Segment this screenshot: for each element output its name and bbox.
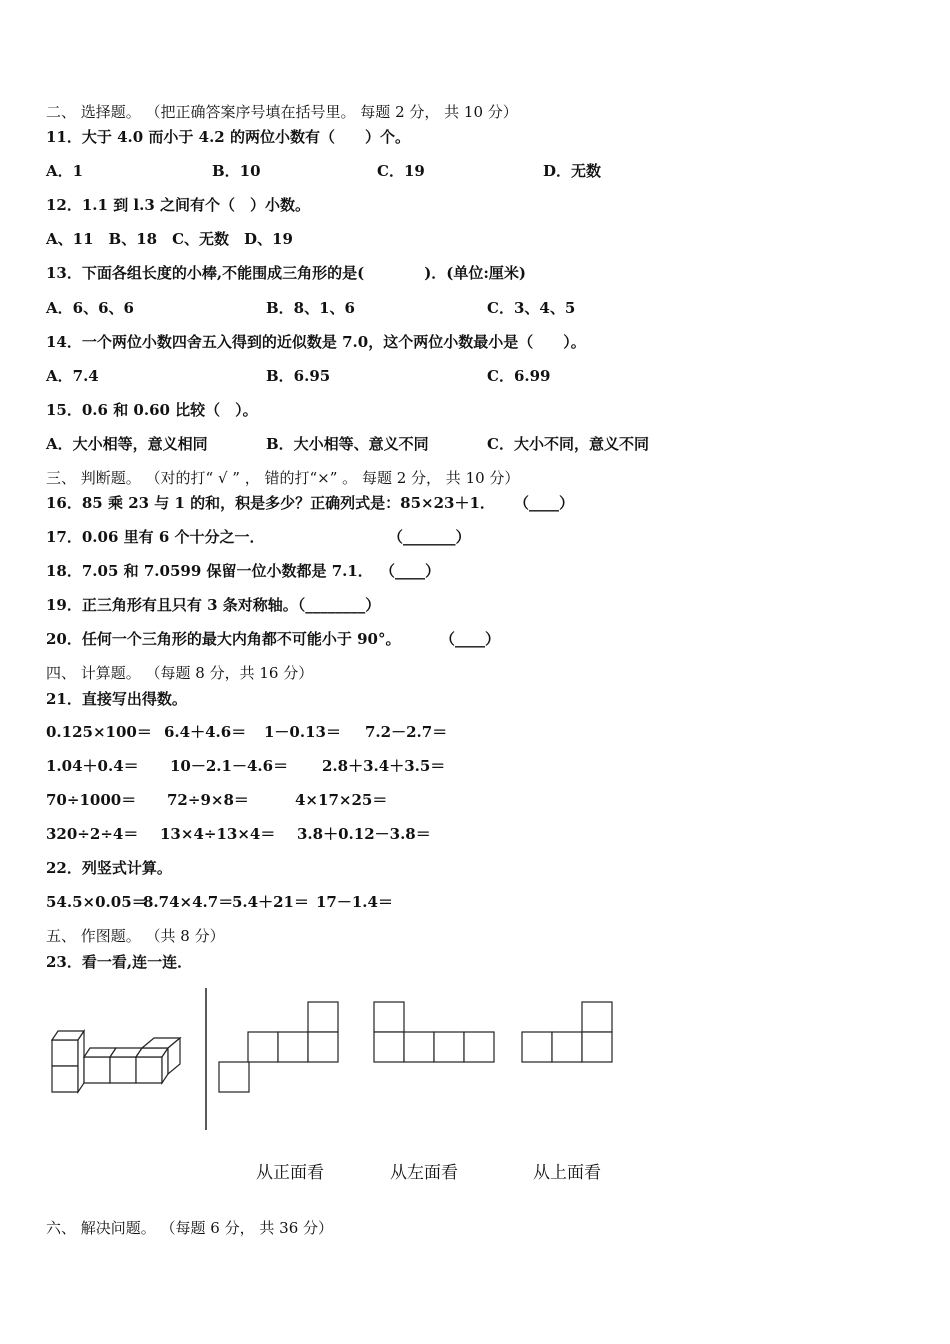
q11-option-d: D．无数: [543, 162, 602, 180]
view-label-left: 从左面看: [390, 1163, 458, 1183]
calc-item: 10－2.1－4.6＝: [170, 757, 289, 775]
q14-option-b: B．6.95: [266, 367, 331, 385]
q18-stem: 18．7.05 和 7.0599 保留一位小数都是 7.1．: [46, 562, 373, 580]
q23-stem: 23．看一看,连一连．: [46, 953, 193, 971]
q15-option-a: A．大小相等，意义相同: [46, 435, 208, 453]
view-label-front: 从正面看: [256, 1163, 324, 1183]
view-label-top: 从上面看: [533, 1163, 601, 1183]
q12-stem: 12．1.1 到 l.3 之间有个（ ）小数。: [46, 196, 310, 214]
q15-option-c: C．大小不同，意义不同: [487, 435, 649, 453]
q16-blank[interactable]: （____）: [514, 494, 575, 512]
q11-option-c: C．19: [377, 162, 425, 180]
q13-option-b: B．8、1、6: [266, 299, 355, 317]
calc-item: 4×17×25＝: [295, 791, 388, 809]
section-5-header: 五、 作图题。 （共 8 分）: [46, 927, 225, 945]
section-4-header: 四、 计算题。 （每题 8 分，共 16 分）: [46, 664, 314, 682]
calc-item: 320÷2÷4＝: [46, 825, 139, 843]
vertical-calc-item: 8.74×4.7＝: [143, 893, 234, 911]
q11-stem: 11．大于 4.0 而小于 4.2 的两位小数有（ ）个。: [46, 128, 410, 146]
section-6-header: 六、 解决问题。 （每题 6 分， 共 36 分）: [46, 1219, 334, 1237]
q17-blank[interactable]: （_______）: [388, 528, 471, 546]
q12-options: A、11 B、18 C、无数 D、19: [46, 230, 293, 248]
q14-option-a: A．7.4: [46, 367, 99, 385]
section-3-header: 三、 判断题。 （对的打“ √ ” ， 错的打“×” 。 每题 2 分， 共 10 分）: [46, 469, 520, 487]
q11-option-a: A．1: [46, 162, 84, 180]
q14-stem: 14．一个两位小数四舍五入得到的近似数是 7.0，这个两位小数最小是（ ）。: [46, 333, 586, 351]
q14-option-c: C．6.99: [487, 367, 551, 385]
vertical-calc-item: 54.5×0.05＝: [46, 893, 147, 911]
calc-item: 70÷1000＝: [46, 791, 137, 809]
calc-item: 0.125×100＝: [46, 723, 152, 741]
calc-item: 6.4＋4.6＝: [164, 723, 247, 741]
q13-option-c: C．3、4、5: [487, 299, 576, 317]
q20-blank[interactable]: （____）: [440, 630, 501, 648]
q11-option-b: B．10: [212, 162, 261, 180]
q13-option-a: A．6、6、6: [46, 299, 134, 317]
q15-stem: 15．0.6 和 0.60 比较（ ）。: [46, 401, 258, 419]
q13-stem: 13．下面各组长度的小棒,不能围成三角形的是( )．(单位:厘米): [46, 264, 527, 282]
q17-stem: 17．0.06 里有 6 个十分之一．: [46, 528, 265, 546]
q19-stem: 19．正三角形有且只有 3 条对称轴。（________）: [46, 596, 381, 614]
q18-blank[interactable]: （____）: [380, 562, 441, 580]
calc-item: 7.2－2.7＝: [365, 723, 448, 741]
q22-stem: 22．列竖式计算。: [46, 859, 172, 877]
q16-stem: 16．85 乘 23 与 1 的和，积是多少？正确列式是：85×23＋1．: [46, 494, 495, 512]
calc-item: 13×4÷13×4＝: [160, 825, 276, 843]
q15-option-b: B．大小相等、意义不同: [266, 435, 429, 453]
calc-item: 3.8＋0.12－3.8＝: [297, 825, 431, 843]
calc-item: 72÷9×8＝: [167, 791, 249, 809]
vertical-calc-item: 5.4＋21＝: [232, 893, 309, 911]
q21-stem: 21．直接写出得数。: [46, 690, 187, 708]
q20-stem: 20．任何一个三角形的最大内角都不可能小于 90°。: [46, 630, 401, 648]
vertical-calc-item: 17－1.4＝: [316, 893, 393, 911]
calc-item: 1－0.13＝: [264, 723, 341, 741]
section-2-header: 二、 选择题。 （把正确答案序号填在括号里。 每题 2 分， 共 10 分）: [46, 103, 518, 121]
calc-item: 1.04＋0.4＝: [46, 757, 139, 775]
calc-item: 2.8＋3.4＋3.5＝: [322, 757, 446, 775]
